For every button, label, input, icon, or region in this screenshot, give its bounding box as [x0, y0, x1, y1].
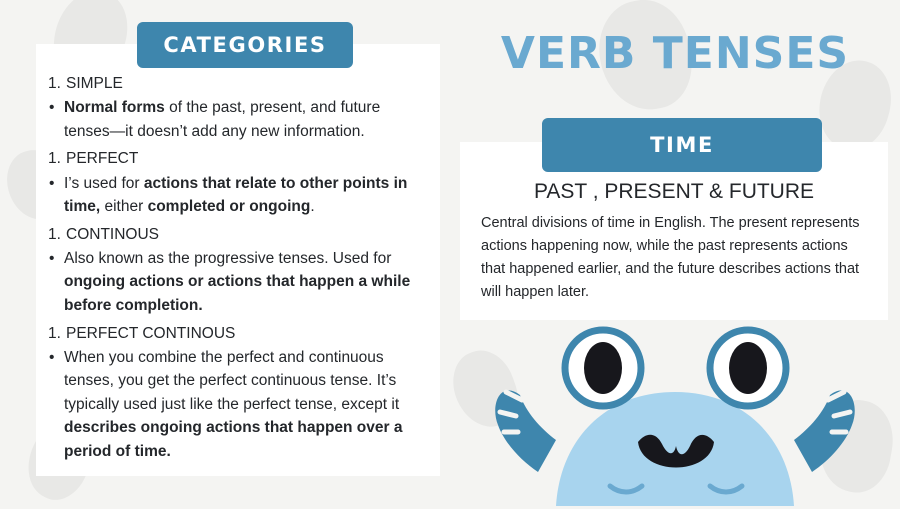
list-marker: 1. [48, 150, 61, 168]
list-body-text: . [310, 198, 315, 216]
time-description: Central divisions of time in English. The present represents actions happening now, while the past represents actions that happened earlier, and the future describes actions that will happen later. [481, 215, 860, 300]
time-header-label: TIME [650, 133, 714, 157]
list-item-heading [48, 322, 430, 345]
bullet-icon: • [49, 99, 55, 117]
monster-mascot [460, 300, 890, 506]
mascot-right-pupil [729, 342, 767, 394]
list-body-strong: Normal forms [64, 99, 165, 117]
list-item-body [48, 346, 430, 464]
list-heading-text: SIMPLE [66, 75, 123, 92]
time-header-tab [542, 118, 822, 172]
list-body-text: When you combine the perfect and continuous tenses, you get the perfect continuous tense. It’s typically used just like the perfect tense, except it [64, 348, 400, 413]
list-heading-text: PERFECT CONTINOUS [66, 324, 236, 342]
time-subtitle: PAST , PRESENT & FUTURE [533, 180, 815, 203]
categories-header-tab [137, 22, 353, 68]
categories-header-label: CATEGORIES [163, 33, 327, 57]
list-body-strong: actions that relate to other points in time, [64, 174, 408, 216]
list-heading-text: PERFECT [66, 150, 139, 168]
mascot-left-pupil [584, 342, 622, 394]
list-item-heading [48, 223, 430, 246]
bullet-icon: • [49, 174, 55, 192]
list-body-strong: completed or ongoing [147, 198, 311, 216]
list-item-heading [48, 147, 430, 170]
list-marker: 1. [48, 225, 61, 243]
list-body-text: I’s used for [64, 174, 144, 192]
list-marker: 1. [48, 324, 61, 342]
list-item-heading [48, 72, 430, 95]
list-body-strong: ongoing actions or actions that happen a while before completion. [64, 273, 411, 315]
list-item-body [48, 247, 430, 318]
list-body-text: Also known as the progressive tenses. Used for [64, 249, 392, 267]
page-title: VERB TENSES [500, 28, 850, 79]
list-body-strong: describes ongoing actions that happen over a period of time. [64, 419, 403, 461]
mascot-body [556, 392, 794, 506]
bullet-icon: • [49, 348, 55, 366]
list-item-body [48, 96, 430, 143]
list-body-text: of the past, present, and future tenses—it doesn’t add any new information. [64, 99, 381, 140]
bullet-icon: • [49, 249, 55, 267]
list-item-body [48, 172, 430, 219]
categories-list [48, 72, 430, 468]
list-heading-text: CONTINOUS [66, 225, 159, 243]
list-body-text: either [100, 198, 148, 216]
list-marker: 1. [48, 75, 61, 92]
